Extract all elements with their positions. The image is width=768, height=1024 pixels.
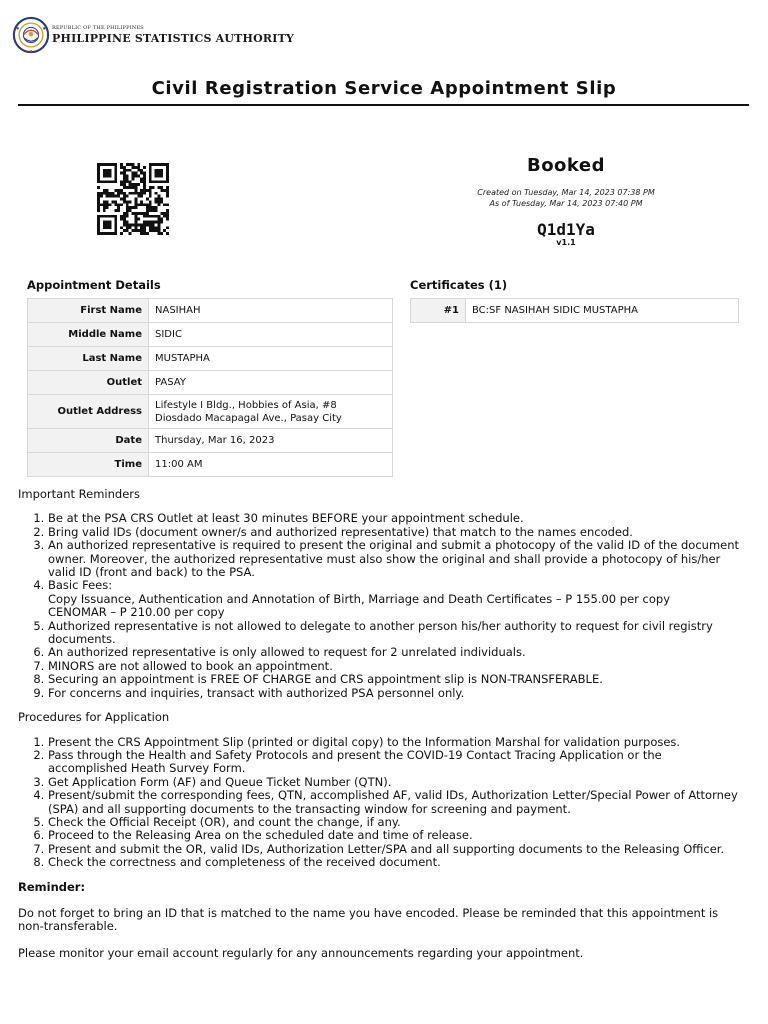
table-row	[28, 453, 393, 477]
basic-fees-label: Basic Fees:	[48, 578, 113, 593]
middle-name-value: SIDIC	[149, 323, 393, 347]
psa-seal-icon	[12, 16, 50, 54]
table-row	[28, 347, 393, 371]
reference-code: Q1d1Ya	[537, 220, 595, 239]
reminder-heading: Reminder:	[18, 879, 86, 894]
list-item: 6. An authorized representative is only allowed to request for 2 unrelated individuals.	[48, 646, 744, 659]
list-item: 2. Bring valid IDs (document owner/s and authorized representative) that match to the names encoded.	[48, 526, 744, 539]
list-item: 8. Securing an appointment is FREE OF CHARGE and CRS appointment slip is NON-TRANSFERABLE.	[48, 673, 744, 686]
list-item: 1. Be at the PSA CRS Outlet at least 30 minutes BEFORE your appointment schedule.	[48, 512, 744, 525]
status-badge: Booked	[526, 155, 606, 176]
appointment-details-heading: Appointment Details	[27, 278, 161, 292]
list-item: 5. Authorized representative is not allowed to delegate to another person his/her authority to request for civil registry documents.	[48, 620, 744, 647]
last-name-label: Last Name	[28, 347, 149, 371]
list-item	[48, 579, 744, 619]
list-item: 7. MINORS are not allowed to book an appointment.	[48, 660, 744, 673]
list-item: 3. An authorized representative is required to present the original and submit a photocopy of the valid ID of the document owner. Moreover, the authorized representative must also show the original and shall provide a photocopy of his/her valid ID (front and back) to the PSA.	[48, 539, 744, 579]
important-reminders-heading: Important Reminders	[18, 487, 140, 501]
list-item: 8. Check the correctness and completeness of the received document.	[48, 856, 744, 869]
certificate-number: #1	[411, 299, 466, 323]
monitor-text: Please monitor your email account regularly for any announcements regarding your appointment.	[18, 945, 584, 960]
date-value: Thursday, Mar 16, 2023	[149, 429, 393, 453]
psa-logo	[12, 16, 294, 54]
time-label: Time	[28, 453, 149, 477]
agency-name: PHILIPPINE STATISTICS AUTHORITY	[52, 32, 295, 45]
outlet-value: PASAY	[149, 371, 393, 395]
list-item: 6. Proceed to the Releasing Area on the scheduled date and time of release.	[48, 829, 744, 842]
outlet-label: Outlet	[28, 371, 149, 395]
created-timestamp: Created on Tuesday, Mar 14, 2023 07:38 PM	[477, 188, 655, 197]
page-title: Civil Registration Service Appointment Slip	[151, 78, 617, 99]
list-item: 1. Present the CRS Appointment Slip (printed or digital copy) to the Information Marshal for validation purposes.	[48, 736, 744, 749]
table-row	[28, 299, 393, 323]
appointment-details-table	[27, 298, 393, 477]
republic-label: REPUBLIC OF THE PHILIPPINES	[52, 25, 144, 31]
list-item: 7. Present and submit the OR, valid IDs, Authorization Letter/SPA and all supporting documents to the Releasing Officer.	[48, 843, 744, 856]
as-of-timestamp: As of Tuesday, Mar 14, 2023 07:40 PM	[489, 199, 643, 208]
table-row	[411, 299, 739, 323]
table-row	[28, 429, 393, 453]
instructions-section	[18, 488, 744, 960]
certificates-table	[410, 298, 739, 323]
last-name-value: MUSTAPHA	[149, 347, 393, 371]
list-item: 3. Get Application Form (AF) and Queue Ticket Number (QTN).	[48, 776, 744, 789]
middle-name-label: Middle Name	[28, 323, 149, 347]
list-item: 9. For concerns and inquiries, transact with authorized PSA personnel only.	[48, 687, 744, 700]
time-value: 11:00 AM	[149, 453, 393, 477]
list-item: 4. Present/submit the corresponding fees, QTN, accomplished AF, valid IDs, Authorization Letter/Special Power of Attorney (SPA) and all supporting documents to the transacting window for screening and payment.	[48, 789, 744, 816]
first-name-value: NASIHAH	[149, 299, 393, 323]
outlet-address-label: Outlet Address	[28, 395, 149, 429]
certificates-heading: Certificates (1)	[410, 278, 508, 292]
table-row	[28, 395, 393, 429]
first-name-label: First Name	[28, 299, 149, 323]
fees-line-2: CENOMAR – P 210.00 per copy	[48, 605, 225, 620]
list-item: 2. Pass through the Health and Safety Protocols and present the COVID-19 Contact Tracing Application or the accomplished Heath Survey Form.	[48, 749, 744, 776]
version-label: v1.1	[556, 238, 576, 247]
procedures-list	[18, 736, 744, 870]
title-divider	[18, 104, 749, 106]
date-label: Date	[28, 429, 149, 453]
table-row	[28, 323, 393, 347]
certificate-value: BC:SF NASIHAH SIDIC MUSTAPHA	[466, 299, 739, 323]
reminder-text: Do not forget to bring an ID that is matched to the name you have encoded. Please be reminded that this appointment is non-transferable.	[18, 905, 719, 934]
outlet-address-value: Lifestyle I Bldg., Hobbies of Asia, #8 Diosdado Macapagal Ave., Pasay City	[149, 395, 393, 429]
procedures-heading: Procedures for Application	[18, 710, 170, 725]
qr-code-icon	[95, 163, 171, 235]
list-item: 5. Check the Official Receipt (OR), and count the change, if any.	[48, 816, 744, 829]
fees-line-1: Copy Issuance, Authentication and Annotation of Birth, Marriage and Death Certificates – P 155.00 per copy	[48, 591, 670, 606]
important-reminders-list	[18, 512, 744, 700]
table-row	[28, 371, 393, 395]
